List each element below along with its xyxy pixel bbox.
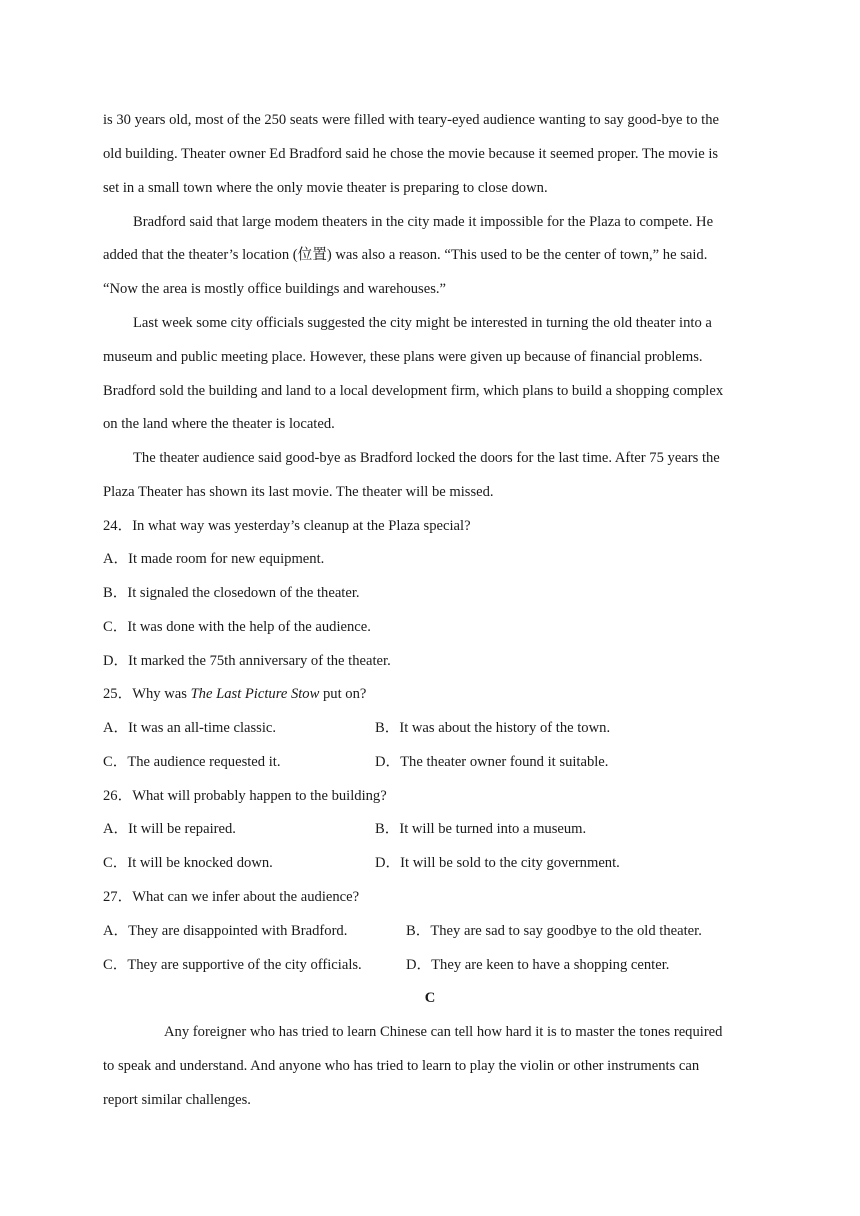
- question-25-stem-post: put on?: [319, 686, 367, 702]
- passage-b-para2-line1: Bradford said that large modem theaters in the city made it impossible for the Plaza to compete. He: [133, 214, 714, 230]
- question-24-stem: 24．In what way was yesterday’s cleanup at the Plaza special?: [103, 518, 471, 534]
- passage-b-para2-line2: added that the theater’s location (位置) was also a reason. “This used to be the center of town,” he said.: [103, 247, 708, 263]
- question-24-option-c: C．It was done with the help of the audience.: [103, 619, 371, 635]
- passage-b-para1-line2: old building. Theater owner Ed Bradford said he chose the movie because it seemed proper. The movie is: [103, 146, 719, 162]
- passage-b-para3-line4: on the land where the theater is located.: [103, 416, 335, 432]
- passage-b-para3-line3: Bradford sold the building and land to a local development firm, which plans to build a shopping complex: [103, 383, 724, 399]
- question-27-stem: 27．What can we infer about the audience?: [103, 889, 360, 905]
- question-27-option-c: C．They are supportive of the city officials.: [103, 957, 362, 973]
- passage-c-para1-line3: report similar challenges.: [103, 1092, 251, 1108]
- question-24-option-d: D．It marked the 75th anniversary of the theater.: [103, 653, 391, 669]
- question-26-option-a: A．It will be repaired.: [103, 821, 236, 837]
- question-26-option-b: B．It will be turned into a museum.: [375, 821, 587, 837]
- movie-title: The Last Picture Stow: [190, 686, 320, 702]
- passage-b-para4-line2: Plaza Theater has shown its last movie. The theater will be missed.: [103, 484, 494, 500]
- passage-c-para1-line1: Any foreigner who has tried to learn Chinese can tell how hard it is to master the tones required: [164, 1024, 723, 1040]
- question-25-stem-pre: 25．Why was: [103, 686, 191, 702]
- passage-c-heading: C: [424, 990, 436, 1006]
- question-25-option-d: D．The theater owner found it suitable.: [375, 754, 609, 770]
- question-25-option-b: B．It was about the history of the town.: [375, 720, 611, 736]
- question-27-option-a: A．They are disappointed with Bradford.: [103, 923, 348, 939]
- passage-b-para4-line1: The theater audience said good-bye as Bradford locked the doors for the last time. After 75 years the: [133, 450, 720, 466]
- passage-b-para1-line1: is 30 years old, most of the 250 seats were filled with teary-eyed audience wanting to say good-bye to the: [103, 112, 720, 128]
- question-27-option-b: B．They are sad to say goodbye to the old theater.: [406, 923, 702, 939]
- question-26-option-c: C．It will be knocked down.: [103, 855, 273, 871]
- passage-b-para3-line2: museum and public meeting place. However, these plans were given up because of financial problems.: [103, 349, 703, 365]
- question-27-option-d: D．They are keen to have a shopping center.: [406, 957, 670, 973]
- passage-b-para3-line1: Last week some city officials suggested the city might be interested in turning the old theater into a: [133, 315, 712, 331]
- question-25-stem: [103, 684, 366, 704]
- passage-b-para2-line3: “Now the area is mostly office buildings and warehouses.”: [103, 281, 446, 297]
- question-26-stem: 26．What will probably happen to the building?: [103, 788, 387, 804]
- question-26-option-d: D．It will be sold to the city government.: [375, 855, 620, 871]
- question-25-option-a: A．It was an all-time classic.: [103, 720, 277, 736]
- passage-b-para1-line3: set in a small town where the only movie theater is preparing to close down.: [103, 180, 548, 196]
- question-25-option-c: C．The audience requested it.: [103, 754, 281, 770]
- passage-c-para1-line2: to speak and understand. And anyone who has tried to learn to play the violin or other instruments can: [103, 1058, 700, 1074]
- question-24-option-a: A．It made room for new equipment.: [103, 551, 325, 567]
- question-24-option-b: B．It signaled the closedown of the theater.: [103, 585, 360, 601]
